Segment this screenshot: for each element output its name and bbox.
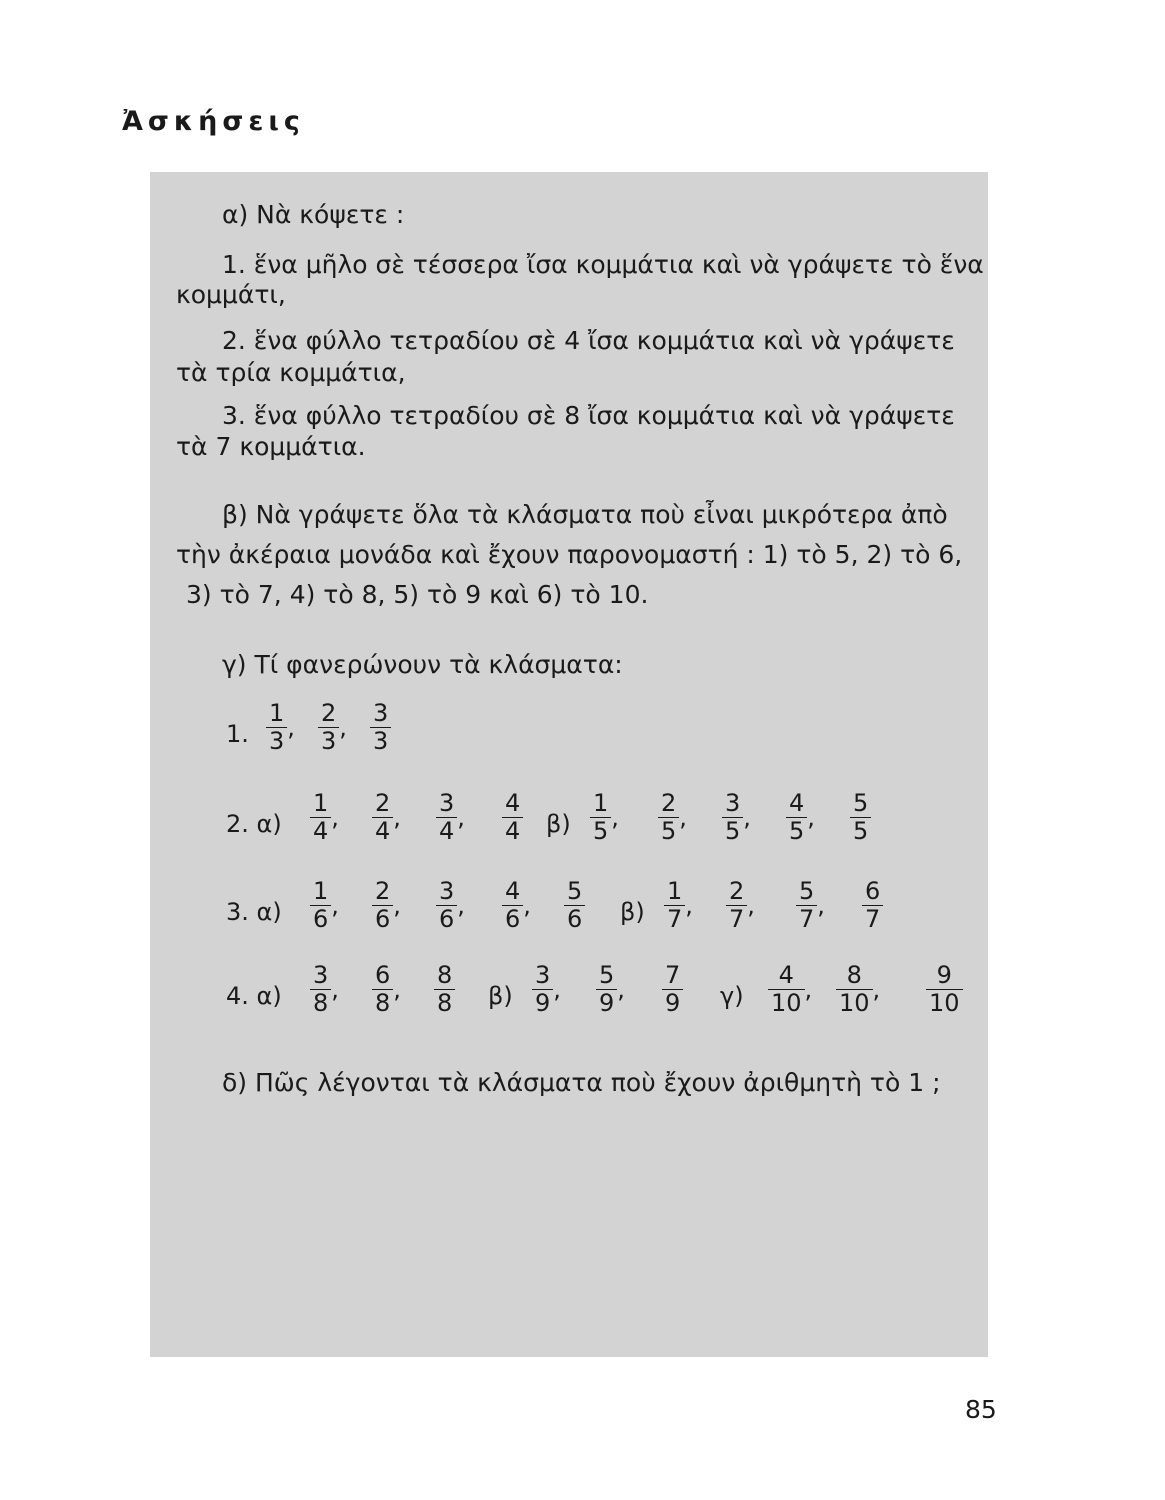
fraction-stack: [658, 790, 679, 845]
fraction: [836, 962, 880, 1017]
fraction-stack: [596, 962, 617, 1017]
fraction-denominator: 5: [661, 816, 677, 845]
fraction-numerator: 1: [593, 789, 609, 817]
fraction: [310, 878, 339, 933]
part-a-item2-line2: τὰ τρία κομμάτια,: [176, 358, 406, 387]
fraction-row-label: 3. α): [226, 898, 282, 926]
fraction-denominator: 9: [599, 988, 615, 1017]
fraction: [372, 962, 401, 1017]
fraction-denominator: 5: [789, 816, 805, 845]
fraction-denominator: 10: [771, 988, 802, 1017]
fraction-row-2: [226, 790, 966, 860]
fraction: [436, 790, 465, 845]
fraction-numerator: 1: [269, 699, 285, 727]
fraction-numerator: 4: [778, 961, 794, 989]
fraction-denominator: 8: [313, 988, 329, 1017]
fraction-denominator: 10: [839, 988, 870, 1017]
fraction-stack: [564, 878, 585, 933]
fraction: [310, 962, 339, 1017]
fraction: [722, 790, 751, 845]
fraction-stack: [318, 700, 339, 755]
fraction: [658, 790, 687, 845]
fraction-numerator: 6: [865, 877, 881, 905]
fraction-denominator: 10: [929, 988, 960, 1017]
fraction: [862, 878, 883, 933]
fraction-denominator: 6: [567, 904, 583, 933]
fraction-numerator: 3: [535, 961, 551, 989]
fraction-separator: ,: [685, 891, 693, 920]
fraction-stack: [372, 790, 393, 845]
fraction-denominator: 3: [269, 726, 285, 755]
fraction-stack: [372, 878, 393, 933]
part-a-item1-line1: 1. ἕνα μῆλο σὲ τέσσερα ἴσα κομμάτια καὶ νὰ γράψετε τὸ ἕνα: [222, 250, 984, 279]
fraction: [532, 962, 561, 1017]
fraction-numerator: 2: [321, 699, 337, 727]
fraction-numerator: 2: [661, 789, 677, 817]
fraction-denominator: 7: [799, 904, 815, 933]
part-b-line2: τὴν ἀκέραια μονάδα καὶ ἔχουν παρονομαστή : 1) τὸ 5, 2) τὸ 6,: [176, 540, 963, 569]
fraction-stack: [266, 700, 287, 755]
part-a-item2-line1: 2. ἕνα φύλλο τετραδίου σὲ 4 ἴσα κομμάτια καὶ νὰ γράψετε: [222, 326, 955, 355]
fraction-numerator: 8: [846, 961, 862, 989]
fraction-denominator: 5: [853, 816, 869, 845]
fraction-denominator: 4: [505, 816, 521, 845]
fraction-denominator: 7: [865, 904, 881, 933]
fraction-denominator: 4: [313, 816, 329, 845]
fraction-numerator: 4: [505, 877, 521, 905]
fraction-separator: ,: [553, 975, 561, 1004]
fraction-separator: ,: [817, 891, 825, 920]
fraction-stack: [850, 790, 871, 845]
fraction: [850, 790, 871, 845]
fraction-denominator: 6: [505, 904, 521, 933]
fraction-denominator: 6: [439, 904, 455, 933]
fraction-row-4: [226, 962, 966, 1032]
fraction-denominator: 5: [725, 816, 741, 845]
fraction-denominator: 9: [665, 988, 681, 1017]
part-a-item3-line1: 3. ἕνα φύλλο τετραδίου σὲ 8 ἴσα κομμάτια καὶ νὰ γράψετε: [222, 401, 955, 430]
fraction: [502, 790, 523, 845]
fraction-numerator: 8: [437, 961, 453, 989]
fraction-numerator: 5: [599, 961, 615, 989]
fraction-numerator: 6: [375, 961, 391, 989]
fraction-stack: [862, 878, 883, 933]
fraction-denominator: 3: [373, 726, 389, 755]
part-c-heading: γ) Τί φανερώνουν τὰ κλάσματα:: [222, 650, 623, 679]
part-b-line1: β) Νὰ γράψετε ὅλα τὰ κλάσματα ποὺ εἶναι μικρότερα ἀπὸ: [222, 500, 948, 529]
fraction: [372, 790, 401, 845]
fraction-stack: [768, 962, 805, 1017]
fraction: [318, 700, 347, 755]
fraction-denominator: 8: [437, 988, 453, 1017]
fraction-denominator: 3: [321, 726, 337, 755]
fraction-stack: [662, 962, 683, 1017]
fraction: [796, 878, 825, 933]
fraction-denominator: 4: [439, 816, 455, 845]
fraction-stack: [310, 790, 331, 845]
fraction-separator: ,: [287, 713, 295, 742]
fraction-numerator: 2: [375, 789, 391, 817]
fraction-stack: [664, 878, 685, 933]
fraction-numerator: 3: [439, 789, 455, 817]
fraction-separator: ,: [457, 891, 465, 920]
fraction: [372, 878, 401, 933]
fraction-separator: ,: [457, 803, 465, 832]
sub-item-label: γ): [720, 982, 744, 1010]
fraction-numerator: 1: [313, 789, 329, 817]
fraction: [266, 700, 295, 755]
fraction-stack: [436, 790, 457, 845]
fraction: [590, 790, 619, 845]
fraction: [434, 962, 455, 1017]
sub-item-label: β): [546, 810, 571, 838]
fraction-separator: ,: [747, 891, 755, 920]
fraction-row-label: 1.: [226, 720, 249, 748]
fraction-denominator: 8: [375, 988, 391, 1017]
fraction-row-label: 2. α): [226, 810, 282, 838]
sub-item-label: β): [488, 982, 513, 1010]
fraction-separator: ,: [331, 891, 339, 920]
fraction-numerator: 2: [375, 877, 391, 905]
fraction-numerator: 4: [505, 789, 521, 817]
fraction-stack: [310, 962, 331, 1017]
fraction-stack: [310, 878, 331, 933]
part-a-heading: α) Νὰ κόψετε :: [222, 200, 405, 229]
fraction-separator: ,: [679, 803, 687, 832]
fraction-separator: ,: [743, 803, 751, 832]
fraction-numerator: 2: [729, 877, 745, 905]
fraction-numerator: 3: [725, 789, 741, 817]
part-a-item3-line2: τὰ 7 κομμάτια.: [176, 432, 366, 461]
fraction-numerator: 5: [799, 877, 815, 905]
fraction-stack: [926, 962, 963, 1017]
fraction-numerator: 5: [567, 877, 583, 905]
part-d-question: δ) Πῶς λέγονται τὰ κλάσματα ποὺ ἔχουν ἀριθμητὴ τὸ 1 ;: [222, 1068, 941, 1097]
fraction-denominator: 9: [535, 988, 551, 1017]
fraction-numerator: 5: [853, 789, 869, 817]
fraction-denominator: 7: [729, 904, 745, 933]
fraction: [310, 790, 339, 845]
fraction: [926, 962, 963, 1017]
fraction-stack: [590, 790, 611, 845]
fraction-numerator: 4: [789, 789, 805, 817]
fraction-separator: ,: [807, 803, 815, 832]
fraction-stack: [532, 962, 553, 1017]
fraction-stack: [372, 962, 393, 1017]
fraction-stack: [502, 878, 523, 933]
sub-item-label: β): [620, 898, 645, 926]
fraction-denominator: 6: [375, 904, 391, 933]
fraction-separator: ,: [393, 803, 401, 832]
page-title: Ἀσκήσεις: [122, 106, 305, 137]
fraction-row-3: [226, 878, 966, 948]
fraction: [436, 878, 465, 933]
fraction-denominator: 7: [667, 904, 683, 933]
fraction-stack: [370, 700, 391, 755]
fraction-numerator: 1: [313, 877, 329, 905]
fraction-separator: ,: [611, 803, 619, 832]
fraction-stack: [796, 878, 817, 933]
fraction-numerator: 1: [667, 877, 683, 905]
fraction-row-label: 4. α): [226, 982, 282, 1010]
fraction: [664, 878, 693, 933]
fraction-numerator: 7: [665, 961, 681, 989]
part-b-line3: 3) τὸ 7, 4) τὸ 8, 5) τὸ 9 καὶ 6) τὸ 10.: [186, 580, 649, 609]
fraction-separator: ,: [523, 891, 531, 920]
part-a-item1-line2: κομμάτι,: [176, 280, 286, 309]
fraction-stack: [434, 962, 455, 1017]
fraction-stack: [502, 790, 523, 845]
fraction-separator: ,: [804, 975, 813, 1004]
fraction-numerator: 3: [313, 961, 329, 989]
fraction: [596, 962, 625, 1017]
fraction-numerator: 3: [373, 699, 389, 727]
fraction-separator: ,: [331, 975, 339, 1004]
fraction-separator: ,: [339, 713, 347, 742]
fraction: [768, 962, 812, 1017]
fraction-denominator: 5: [593, 816, 609, 845]
fraction-stack: [836, 962, 873, 1017]
fraction-stack: [722, 790, 743, 845]
fraction: [564, 878, 585, 933]
fraction-row-1: [226, 700, 966, 770]
fraction-stack: [436, 878, 457, 933]
fraction: [662, 962, 683, 1017]
fraction: [726, 878, 755, 933]
fraction-numerator: 9: [936, 961, 952, 989]
fraction-denominator: 6: [313, 904, 329, 933]
fraction-denominator: 4: [375, 816, 391, 845]
fraction-separator: ,: [393, 891, 401, 920]
fraction-stack: [726, 878, 747, 933]
fraction-separator: ,: [331, 803, 339, 832]
fraction: [502, 878, 531, 933]
fraction: [370, 700, 391, 755]
page-number: 85: [965, 1395, 997, 1424]
fraction-separator: ,: [617, 975, 625, 1004]
fraction-stack: [786, 790, 807, 845]
fraction-separator: ,: [393, 975, 401, 1004]
fraction-separator: ,: [872, 975, 881, 1004]
fraction-numerator: 3: [439, 877, 455, 905]
fraction: [786, 790, 815, 845]
